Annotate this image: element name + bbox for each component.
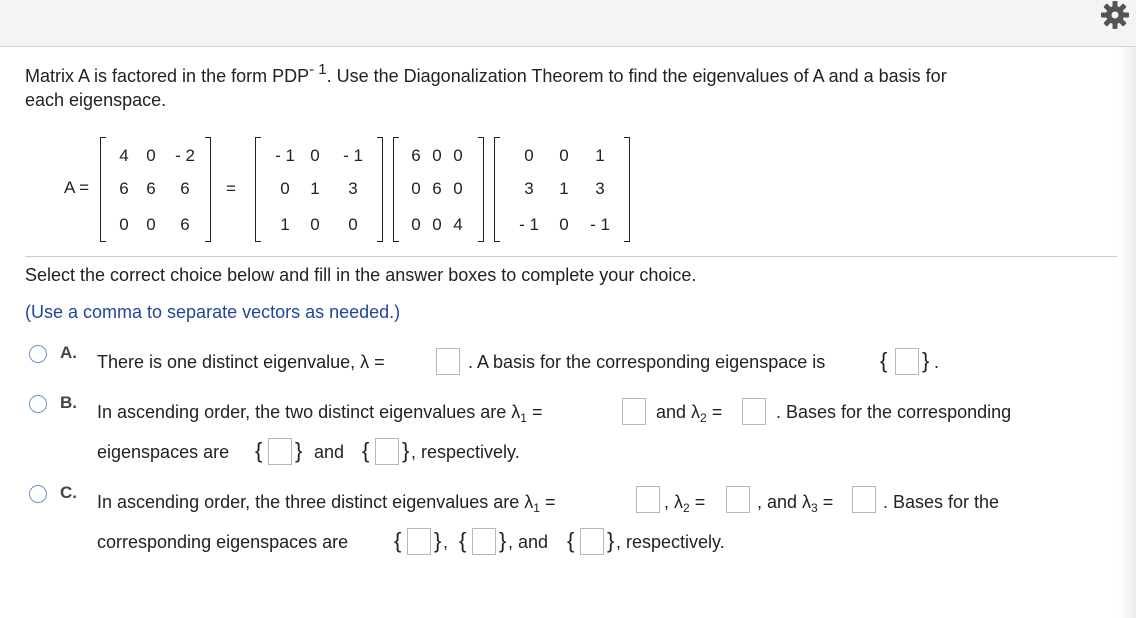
choice-text: , respectively.: [616, 532, 725, 552]
gear-icon[interactable]: [1100, 0, 1130, 30]
hint-text: (Use a comma to separate vectors as needed.): [25, 302, 401, 322]
instructions-text: Select the correct choice below and fill in the answer boxes to complete your choice.: [25, 265, 697, 285]
brace-close: }: [922, 348, 930, 373]
brace-close: }: [434, 528, 442, 553]
choice-text: and $\lambda_2$ =: [656, 402, 723, 425]
eigenvalue-2-input[interactable]: [742, 398, 766, 425]
eigenvalue-1-input[interactable]: [636, 486, 660, 513]
matrix-cell: 6: [411, 146, 421, 165]
matrix-cell: 0: [348, 215, 358, 234]
basis-1-input[interactable]: [407, 528, 431, 555]
matrix-cell: 6: [119, 179, 129, 198]
brace-close: }: [402, 438, 410, 463]
brace-close: }: [499, 528, 507, 553]
basis-2-input[interactable]: [375, 438, 399, 465]
matrix-cell: 0: [524, 146, 534, 165]
basis-1-input[interactable]: [268, 438, 292, 465]
choice-text: , and $\lambda_3$ =: [757, 492, 834, 515]
choice-text: In ascending order, the three distinct eigenvalues are $\lambda_1$ =: [97, 492, 556, 515]
eigenvalue-3-input[interactable]: [852, 486, 876, 513]
brace-open: {: [880, 348, 888, 373]
matrix-cell: 0: [146, 146, 156, 165]
bracket-right: [205, 137, 211, 242]
matrix-a-label: A =: [64, 178, 90, 197]
matrix-cell: 6: [146, 179, 156, 198]
choice-a-radio[interactable]: [29, 345, 47, 363]
matrix-cell: 6: [180, 215, 190, 234]
matrix-cell: 0: [411, 215, 421, 234]
matrix-cell: - 1: [275, 146, 295, 165]
eigenvalue-1-input[interactable]: [622, 398, 646, 425]
matrix-cell: 3: [524, 179, 534, 198]
matrix-cell: 0: [432, 215, 442, 234]
matrix-cell: 1: [595, 146, 605, 165]
brace-open: {: [255, 438, 263, 463]
matrix-cell: 1: [310, 179, 320, 198]
matrix-cell: - 1: [590, 215, 610, 234]
choice-text: ,: [443, 532, 449, 552]
divider: [25, 256, 1117, 257]
matrix-cell: 0: [559, 215, 569, 234]
matrix-cell: 0: [559, 146, 569, 165]
basis-2-input[interactable]: [472, 528, 496, 555]
choice-b-radio[interactable]: [29, 395, 47, 413]
matrix-cell: 3: [595, 179, 605, 198]
choice-letter: A.: [60, 343, 77, 362]
matrix-cell: 6: [432, 179, 442, 198]
brace-close: }: [295, 438, 303, 463]
choice-text: , $\lambda_2$ =: [664, 492, 706, 515]
matrix-cell: - 1: [343, 146, 363, 165]
matrix-cell: - 1: [519, 215, 539, 234]
choice-text: There is one distinct eigenvalue, λ =: [97, 352, 385, 372]
bracket-right: [624, 137, 630, 242]
choice-text: eigenspaces are: [97, 442, 230, 462]
choice-text: . Bases for the corresponding: [776, 402, 1012, 422]
matrix-cell: 0: [411, 179, 421, 198]
choice-text: In ascending order, the two distinct eigenvalues are $\lambda_1$ =: [97, 402, 543, 425]
matrix-cell: 0: [310, 146, 320, 165]
choice-text: , and: [508, 532, 549, 552]
matrix-cell: 0: [310, 215, 320, 234]
bracket-right: [478, 137, 484, 242]
choice-letter: C.: [60, 483, 77, 502]
scroll-shadow: [1118, 47, 1136, 618]
brace-open: {: [394, 528, 402, 553]
matrix-cell: 4: [453, 215, 463, 234]
matrix-cell: - 2: [175, 146, 195, 165]
equals-sign: =: [226, 179, 236, 198]
bracket-left: [393, 137, 399, 242]
matrix-cell: 0: [432, 146, 442, 165]
basis-input[interactable]: [895, 348, 919, 375]
bracket-left: [255, 137, 261, 242]
matrix-cell: 0: [119, 215, 129, 234]
matrix-cell: 4: [119, 146, 129, 165]
choice-letter: B.: [60, 393, 77, 412]
brace-open: {: [459, 528, 467, 553]
matrix-cell: 6: [180, 179, 190, 198]
question-text: Matrix A is factored in the form $PDP^{- 1}$. Use the Diagonalization Theorem to find the eigenvalues of A and a basis for each eigenspace.: [25, 61, 947, 110]
brace-open: {: [362, 438, 370, 463]
brace-close: }: [607, 528, 615, 553]
choice-text: . Bases for the: [883, 492, 1000, 512]
choice-text: , respectively.: [411, 442, 520, 462]
choice-text: .: [934, 352, 940, 372]
choice-c-radio[interactable]: [29, 485, 47, 503]
matrix-cell: 0: [453, 146, 463, 165]
eigenvalue-input[interactable]: [436, 348, 460, 375]
eigenvalue-2-input[interactable]: [726, 486, 750, 513]
brace-open: {: [567, 528, 575, 553]
matrix-cell: 0: [280, 179, 290, 198]
matrix-cell: 1: [559, 179, 569, 198]
basis-3-input[interactable]: [580, 528, 604, 555]
matrix-cell: 3: [348, 179, 358, 198]
choice-text: corresponding eigenspaces are: [97, 532, 349, 552]
bracket-left: [100, 137, 106, 242]
bracket-right: [377, 137, 383, 242]
bracket-left: [494, 137, 500, 242]
matrix-cell: 0: [453, 179, 463, 198]
matrix-cell: 1: [280, 215, 290, 234]
matrix-cell: 0: [146, 215, 156, 234]
choice-text: and: [314, 442, 345, 462]
top-toolbar: [0, 0, 1136, 47]
choice-text: . A basis for the corresponding eigenspace is: [468, 352, 826, 372]
